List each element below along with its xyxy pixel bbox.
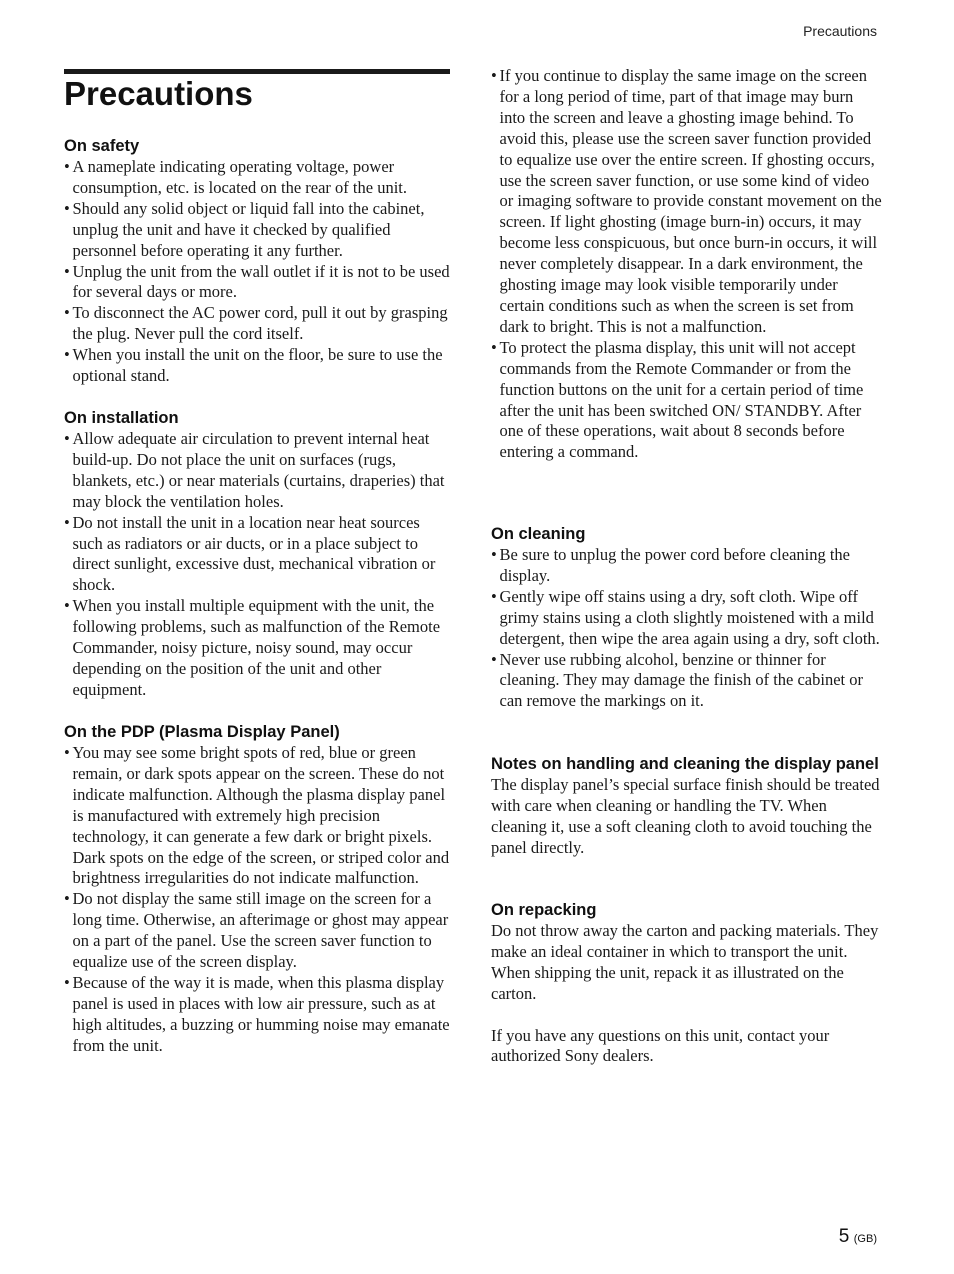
section-heading: On cleaning [491, 525, 586, 543]
list-item: • Be sure to unplug the power cord before cleaning the display. [491, 545, 851, 585]
bullet-list [491, 545, 883, 712]
list-item: • If you continue to display the same image on the screen for a long period of time, part of that image may burn into the screen and leave a ghosting image behind. To avoid this, please use the screen saver function provided to equalize use over the entire screen. If ghosting occurs, use the screen saver function, or use some kind of video or imaging software to provide constant movement on the screen. If light ghosting (image burn-in) occurs, it may become less conspicuous, but once burn-in occurs, it will never completely disappear. In a dark environment, the ghosting image may look visible temporarily under certain conditions such as when the screen is set from dark to bright. This is not a malfunction. [491, 66, 882, 336]
page-title: Precautions [64, 75, 253, 112]
section-heading: Notes on handling and cleaning the display panel [491, 755, 879, 773]
list-item: • Never use rubbing alcohol, benzine or thinner for cleaning. They may damage the finish of the cabinet or can remove the markings on it. [491, 649, 863, 711]
list-item: • Do not install the unit in a location near heat sources such as radiators or air ducts, or in a place subject to direct sunlight, excessive dust, mechanical vibration or shock. [64, 512, 436, 595]
list-item: • A nameplate indicating operating voltage, power consumption, etc. is located on the rear of the unit. [64, 157, 407, 197]
list-item: • Gently wipe off stains using a dry, soft cloth. Wipe off grimy stains using a cloth slightly moistened with a mild detergent, then wipe the area again using a dry, soft cloth. [491, 586, 880, 648]
list-item: • Do not display the same still image on the screen for a long time. Otherwise, an afterimage or ghost may appear on a part of the panel. Use the screen saver function to equalize use of the screen display. [64, 889, 449, 972]
page-number-suffix: (GB) [853, 1233, 877, 1245]
bullet-list [64, 429, 454, 701]
section-heading: On the PDP (Plasma Display Panel) [64, 723, 340, 741]
closing-paragraph: If you have any questions on this unit, contact your authorized Sony dealers. [491, 1025, 830, 1066]
section-heading: On repacking [491, 901, 597, 919]
list-item: • Because of the way it is made, when this plasma display panel is used in places with low air pressure, such as at high altitudes, a buzzing or humming noise may emanate from the unit. [64, 972, 450, 1055]
list-item: • When you install multiple equipment with the unit, the following problems, such as malfunction of the Remote Commander, noisy picture, noisy sound, may occur depending on the position of the unit and other equipment. [64, 596, 441, 699]
list-item: • When you install the unit on the floor, be sure to use the optional stand. [64, 345, 443, 386]
section-handling-notes [491, 754, 883, 859]
list-item: • Unplug the unit from the wall outlet if it is not to be used for several days or more. [64, 261, 450, 302]
page-number [839, 1226, 877, 1248]
paragraph: The display panel’s special surface finish should be treated with care when cleaning or handling the TV. When cleaning it, use a soft cleaning cloth to avoid touching the panel directly. [491, 775, 880, 857]
section-on-safety [64, 136, 454, 387]
section-on-pdp [64, 722, 454, 1057]
list-item: • You may see some bright spots of red, blue or green remain, or dark spots appear on the screen. These do not indicate malfunction. Although the plasma display panel is manufactured with extremely high precision technology, it can generate a few dark or bright pixels. Dark spots on the edge of the screen, or striped color and brightness irregularities do not indicate malfunction. [64, 743, 450, 888]
section-on-cleaning [491, 524, 883, 712]
list-item: • To protect the plasma display, this unit will not accept commands from the Remote Commander or from the function buttons on the unit for a certain period of time after the unit has been switched ON/ STANDBY. After one of these operations, wait about 8 seconds before entering a command. [491, 337, 864, 462]
paragraph: Do not throw away the carton and packing materials. They make an ideal container in which to transport the unit. When shipping the unit, repack it as illustrated on the carton. [491, 921, 879, 1003]
bullet-list [64, 157, 454, 387]
section-on-repacking [491, 900, 883, 1067]
list-item: • To disconnect the AC power cord, pull it out by grasping the plug. Never pull the cord itself. [64, 303, 448, 344]
section-heading: On safety [64, 137, 140, 155]
section-pdp-continued [491, 66, 883, 463]
page-number-value: 5 [838, 1226, 850, 1247]
bullet-list [491, 66, 883, 463]
list-item: • Allow adequate air circulation to prevent internal heat build-up. Do not place the unit on surfaces (rugs, blankets, etc.) or near materials (curtains, draperies) that may block the ventilation holes. [64, 429, 445, 511]
section-on-installation [64, 408, 454, 701]
bullet-list [64, 743, 454, 1057]
list-item: • Should any solid object or liquid fall into the cabinet, unplug the unit and have it checked by qualified personnel before operating it any further. [64, 198, 425, 260]
running-head: Precautions [803, 23, 877, 39]
section-heading: On installation [64, 409, 179, 427]
